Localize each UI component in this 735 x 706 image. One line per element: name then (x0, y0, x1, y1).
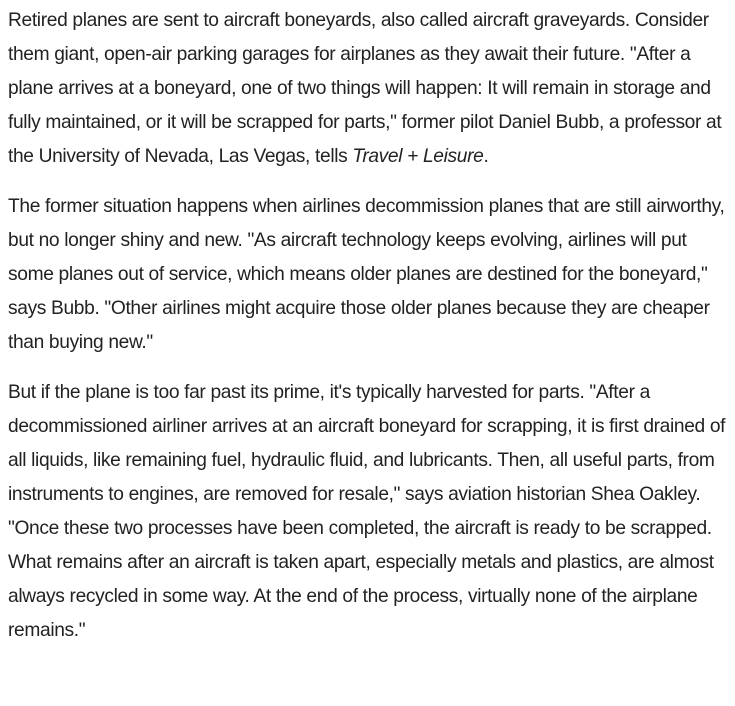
paragraph-text-end: . (483, 146, 489, 167)
paragraph-storage: The former situation happens when airlines decommission planes that are still airworthy, but no longer shiny and new. "As aircraft technology keeps evolving, airlines will put some planes out of service, which means older planes are destined for the boneyard," says Bubb. "Other airlines might acquire those older planes because they are cheaper than buying new." (8, 196, 725, 353)
paragraph-boneyards-intro (8, 4, 727, 174)
paragraph-scrapping: But if the plane is too far past its prime, it's typically harvested for parts. "After a decommissioned airliner arrives at an aircraft boneyard for scrapping, it is first drained of all liquids, like remaining fuel, hydraulic fluid, and lubricants. Then, all useful parts, from instruments to engines, are removed for resale," says aviation historian Shea Oakley. "Once these two processes have been completed, the aircraft is ready to be scrapped. What remains after an aircraft is taken apart, especially metals and plastics, are almost always recycled in some way. At the end of the process, virtually none of the airplane remains." (8, 382, 726, 641)
publication-name: Travel + Leisure (352, 146, 484, 167)
paragraph-text: Retired planes are sent to aircraft boneyards, also called aircraft graveyards. Consider them giant, open-air parking garages for airplanes as they await their future. "After a plane arrives at a boneyard, one of two things will happen: It will remain in storage and fully maintained, or it will be scrapped for parts," former pilot Daniel Bubb, a professor at the University of Nevada, Las Vegas, tells (8, 10, 722, 167)
